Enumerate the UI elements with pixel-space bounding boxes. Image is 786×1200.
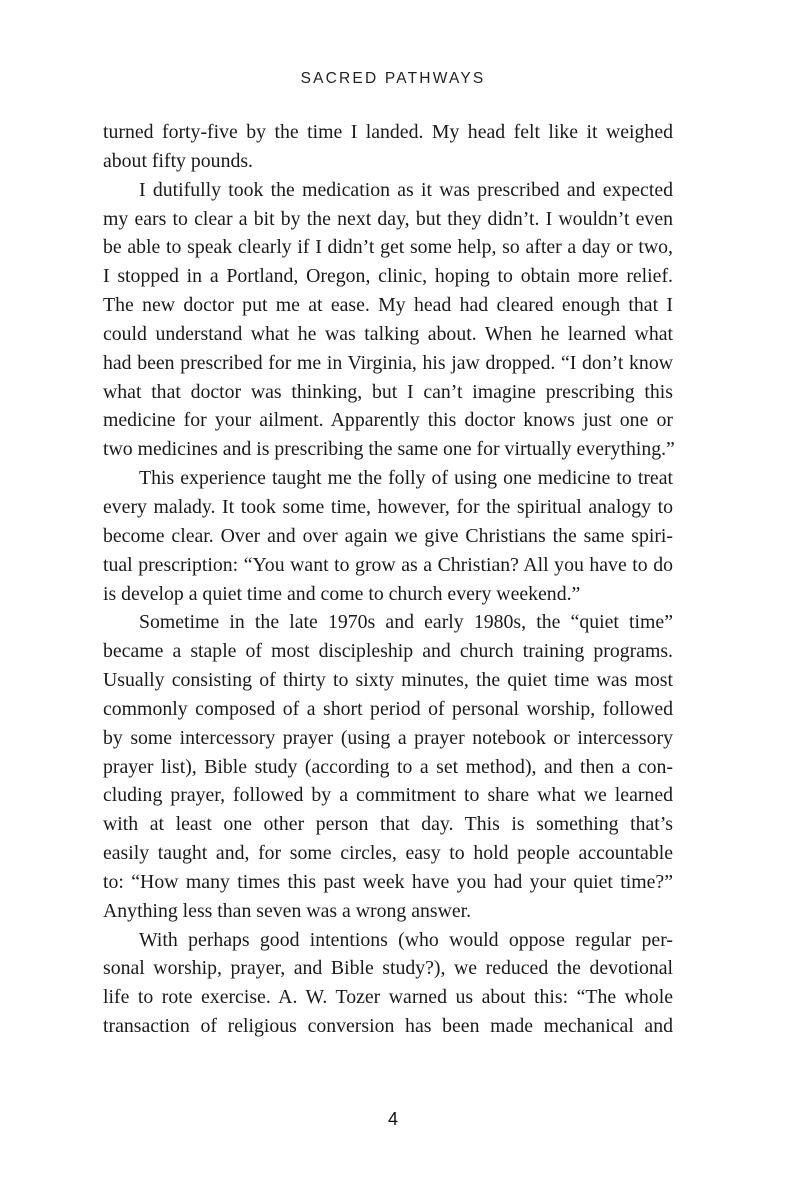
text-line: life to rote exercise. A. W. Tozer warned us about this: “The whole (103, 986, 673, 1009)
text-line: my ears to clear a bit by the next day, but they didn’t. I wouldn’t even (103, 207, 673, 230)
text-line: every malady. It took some time, however, for the spiritual analogy to (103, 495, 673, 518)
text-line: to: “How many times this past week have you had your quiet time?” (103, 870, 673, 893)
paragraph (103, 464, 673, 608)
text-line: cluding prayer, followed by a commitment to share what we learned (103, 784, 673, 807)
text-line: I stopped in a Portland, Oregon, clinic, hoping to obtain more relief. (103, 265, 673, 288)
text-line: medicine for your ailment. Apparently this doctor knows just one or (103, 409, 673, 432)
text-line: become clear. Over and over again we give Christians the same spiri- (103, 524, 673, 547)
text-line: about fifty pounds. (103, 149, 253, 172)
text-line: prayer list), Bible study (according to a set method), and then a con- (103, 755, 673, 778)
paragraph (103, 176, 673, 464)
running-head: SACRED PATHWAYS (300, 70, 486, 87)
text-line: I dutifully took the medication as it was prescribed and expected (139, 178, 673, 201)
body-text (103, 118, 673, 1041)
text-line: transaction of religious conversion has been made mechanical and (103, 1015, 673, 1038)
text-line: two medicines and is prescribing the same one for virtually everything.” (103, 438, 675, 461)
text-line: had been prescribed for me in Virginia, his jaw dropped. “I don’t know (103, 351, 673, 374)
text-line: tual prescription: “You want to grow as a Christian? All you have to do (103, 553, 673, 576)
text-line: With perhaps good intentions (who would oppose regular per- (139, 928, 673, 951)
text-line: commonly composed of a short period of personal worship, followed (103, 697, 673, 720)
text-line: is develop a quiet time and come to church every weekend.” (103, 582, 581, 605)
page-number: 4 (387, 1109, 398, 1129)
text-line: Usually consisting of thirty to sixty minutes, the quiet time was most (103, 669, 673, 692)
paragraph (103, 608, 673, 925)
text-line: turned forty-five by the time I landed. My head felt like it weighed (103, 121, 673, 143)
text-line: sonal worship, prayer, and Bible study?), we reduced the devotional (103, 957, 673, 980)
text-line: Anything less than seven was a wrong answer. (103, 899, 472, 922)
paragraph (103, 926, 673, 1041)
text-line: Sometime in the late 1970s and early 1980s, the “quiet time” (139, 611, 673, 634)
text-line: could understand what he was talking about. When he learned what (103, 322, 673, 345)
text-line: with at least one other person that day. This is something that’s (103, 813, 673, 836)
text-line: The new doctor put me at ease. My head had cleared enough that I (103, 294, 673, 317)
paragraph (103, 118, 673, 176)
text-line: became a staple of most discipleship and church training programs. (103, 640, 673, 663)
text-line: what that doctor was thinking, but I can’t imagine prescribing this (103, 380, 673, 403)
text-line: be able to speak clearly if I didn’t get some help, so after a day or two, (103, 236, 673, 259)
text-line: This experience taught me the folly of using one medicine to treat (139, 467, 673, 490)
text-line: easily taught and, for some circles, easy to hold people accountable (103, 842, 673, 865)
text-line: by some intercessory prayer (using a prayer notebook or intercessory (103, 726, 673, 749)
